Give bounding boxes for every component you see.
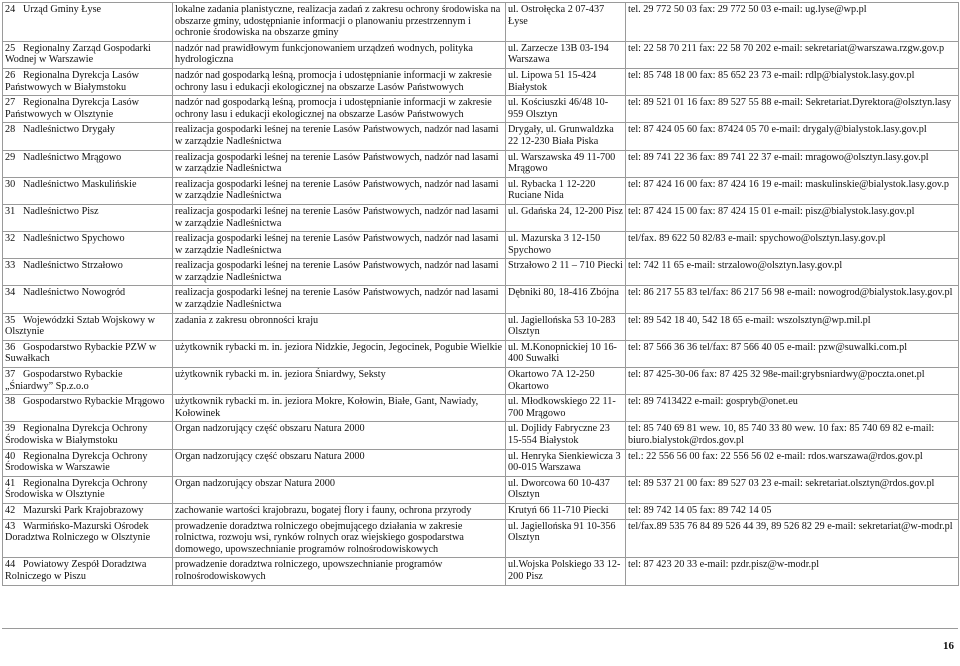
page-footer [2,628,958,665]
address: Krutyń 66 11-710 Piecki [506,503,626,519]
contact-info: tel: 89 741 22 36 fax: 89 741 22 37 e-mail: mragowo@olsztyn.lasy.gov.pl [626,150,959,177]
address: ul. Warszawska 49 11-700 Mrągowo [506,150,626,177]
table-row [3,232,959,259]
table-row [3,395,959,422]
row-number: 28 [5,124,16,136]
institution-cell [3,519,173,558]
task-description: realizacja gospodarki leśnej na terenie Lasów Państwowych, nadzór nad lasami w zarządzie Nadleśnictwa [173,150,506,177]
table-row [3,3,959,42]
table-row [3,96,959,123]
address: ul. Kościuszki 46/48 10-959 Olsztyn [506,96,626,123]
table-row [3,150,959,177]
address: ul. Jagiellońska 53 10-283 Olsztyn [506,313,626,340]
table-row [3,368,959,395]
task-description: prowadzenie doradztwa rolniczego, upowszechnianie programów rolnośrodowiskowych [173,558,506,585]
institution-name: Regionalna Dyrekcja Lasów Państwowych w Białymstoku [5,69,139,93]
institution-name: Nadleśnictwo Maskulińskie [23,178,137,190]
row-number: 40 [5,450,16,462]
address: ul. Ostrołęcka 2 07-437 Łyse [506,3,626,42]
institution-cell [3,286,173,313]
row-number: 37 [5,369,16,381]
contact-info: tel/fax. 89 622 50 82/83 e-mail: spychowo@olsztyn.lasy.gov.pl [626,232,959,259]
institution-cell [3,259,173,286]
institution-name: Powiatowy Zespół Doradztwa Rolniczego w Piszu [5,559,147,582]
table-row [3,204,959,231]
institution-name: Gospodarstwo Rybackie PZW w Suwałkach [5,341,157,365]
contact-info: tel: 89 742 14 05 fax: 89 742 14 05 [626,503,959,519]
task-description: realizacja gospodarki leśnej na terenie Lasów Państwowych, nadzór nad lasami w zarządzie Nadleśnictwa [173,204,506,231]
row-number: 39 [5,423,16,435]
address: ul. Dojlidy Fabryczne 23 15-554 Białystok [506,422,626,449]
row-number: 30 [5,178,16,190]
table-row [3,519,959,558]
institution-name: Nadleśnictwo Nowogród [23,287,126,299]
address: ul. Rybacka 1 12-220 Ruciane Nida [506,177,626,204]
institution-name: Wojewódzki Sztab Wojskowy w Olsztynie [5,314,156,338]
address: ul. Mazurska 3 12-150 Spychowo [506,232,626,259]
row-number: 42 [5,504,16,516]
address: ul. M.Konopnickiej 10 16-400 Suwałki [506,340,626,367]
task-description: użytkownik rybacki m. in. jeziora Nidzkie, Jegocin, Jegocinek, Pogubie Wielkie [173,340,506,367]
contact-info: tel: 87 424 15 00 fax: 87 424 15 01 e-mail: pisz@bialystok.lasy.gov.pl [626,204,959,231]
table-row [3,68,959,95]
row-number: 26 [5,69,16,81]
task-description: zadania z zakresu obronności kraju [173,313,506,340]
institution-cell [3,123,173,150]
task-description: lokalne zadania planistyczne, realizacja zadań z zakresu ochrony środowiska na obszarze gminy, udostępnianie informacji o planowaniu przestrzennym i ochronie środowiska na obszarze gminy [173,3,506,42]
table-row [3,177,959,204]
table-row [3,449,959,476]
task-description: realizacja gospodarki leśnej na terenie Lasów Państwowych, nadzór nad lasami w zarządzie Nadleśnictwa [173,232,506,259]
address: Drygały, ul. Grunwaldzka 22 12-230 Biała Piska [506,123,626,150]
institution-cell [3,395,173,422]
institution-name: Regionalny Zarząd Gospodarki Wodnej w Warszawie [5,42,151,66]
row-number: 31 [5,205,16,217]
contact-info: tel: 87 423 20 33 e-mail: pzdr.pisz@w-modr.pl [626,558,959,585]
task-description: realizacja gospodarki leśnej na terenie Lasów Państwowych, nadzór nad lasami w zarządzie Nadleśnictwa [173,259,506,286]
table-row [3,422,959,449]
table-row [3,340,959,367]
table-row [3,123,959,150]
contact-info: tel: 89 521 01 16 fax: 89 527 55 88 e-mail: Sekretariat.Dyrektora@olsztyn.lasy [626,96,959,123]
row-number: 32 [5,233,16,245]
institution-name: Urząd Gminy Łyse [23,4,102,15]
address: Strzałowo 2 11 – 710 Piecki [506,259,626,286]
institution-name: Mazurski Park Krajobrazowy [23,504,144,516]
institution-cell [3,340,173,367]
task-description: nadzór nad prawidłowym funkcjonowaniem urządzeń wodnych, polityka hydrologiczna [173,41,506,68]
table-row [3,259,959,286]
institution-cell [3,150,173,177]
task-description: zachowanie wartości krajobrazu, bogatej flory i fauny, ochrona przyrody [173,503,506,519]
institution-cell [3,558,173,585]
row-number: 41 [5,477,16,489]
institution-name: Regionalna Dyrekcja Ochrony Środowiska w Olsztynie [5,477,148,501]
institution-cell [3,96,173,123]
page-number: 16 [943,640,954,652]
contact-info: tel: 87 425-30-06 fax: 87 425 32 98e-mail:grybsniardwy@poczta.onet.pl [626,368,959,395]
institution-name: Regionalna Dyrekcja Ochrony Środowiska w Warszawie [5,450,148,474]
table-row [3,558,959,585]
contact-info: tel: 87 566 36 36 tel/fax: 87 566 40 05 e-mail: pzw@suwalki.com.pl [626,340,959,367]
address: ul. Jagiellońska 91 10-356 Olsztyn [506,519,626,558]
row-number: 44 [5,559,16,571]
task-description: realizacja gospodarki leśnej na terenie Lasów Państwowych, nadzór nad lasami w zarządzie Nadleśnictwa [173,177,506,204]
table-row [3,503,959,519]
row-number: 27 [5,97,16,109]
institution-name: Warmińsko-Mazurski Ośrodek Doradztwa Rolniczego w Olsztynie [5,520,151,544]
task-description: Organ nadzorujący część obszaru Natura 2000 [173,449,506,476]
task-description: realizacja gospodarki leśnej na terenie Lasów Państwowych, nadzór nad lasami w zarządzie Nadleśnictwa [173,123,506,150]
institution-name: Nadleśnictwo Mrągowo [23,151,122,163]
row-number: 34 [5,287,16,299]
institution-cell [3,422,173,449]
institution-cell [3,503,173,519]
institutions-table [2,2,959,586]
row-number: 35 [5,314,16,326]
institution-name: Nadleśnictwo Pisz [23,205,99,217]
institution-cell [3,177,173,204]
table-body [3,3,959,586]
row-number: 25 [5,42,16,54]
contact-info: tel/fax.89 535 76 84 89 526 44 39, 89 526 82 29 e-mail: sekretariat@w-modr.pl [626,519,959,558]
institution-name: Regionalna Dyrekcja Lasów Państwowych w Olsztynie [5,97,139,120]
institution-cell [3,3,173,42]
institution-cell [3,68,173,95]
institution-cell [3,313,173,340]
contact-info: tel: 85 740 69 81 wew. 10, 85 740 33 80 wew. 10 fax: 85 740 69 82 e-mail: biuro.bialystok@rdos.gov.pl [626,422,959,449]
table-row [3,313,959,340]
row-number: 43 [5,520,16,532]
task-description: użytkownik rybacki m. in. jeziora Mokre, Kołowin, Białe, Gant, Nawiady, Kołowinek [173,395,506,422]
institution-cell [3,476,173,503]
task-description: prowadzenie doradztwa rolniczego obejmującego działania w zakresie rolnictwa, rozwoju wsi, rynków rolnych oraz wiejskiego gospodarstwa domowego, upowszechnianie programów rolnośrodowiskowych [173,519,506,558]
institution-name: Regionalna Dyrekcja Ochrony Środowiska w Białymstoku [5,423,148,446]
contact-info: tel.: 22 556 56 00 fax: 22 556 56 02 e-mail: rdos.warszawa@rdos.gov.pl [626,449,959,476]
address: Okartowo 7A 12-250 Okartowo [506,368,626,395]
contact-info: tel: 86 217 55 83 tel/fax: 86 217 56 98 e-mail: nowogrod@bialystok.lasy.gov.pl [626,286,959,313]
institution-cell [3,368,173,395]
contact-info: tel: 89 7413422 e-mail: gospryb@onet.eu [626,395,959,422]
task-description: nadzór nad gospodarką leśną, promocja i udostępnianie informacji w zakresie ochrony lasu i edukacji ekologicznej na obszarze Lasów Państwowych [173,68,506,95]
task-description: Organ nadzorujący obszar Natura 2000 [173,476,506,503]
contact-info: tel: 87 424 16 00 fax: 87 424 16 19 e-mail: maskulinskie@bialystok.lasy.gov.p [626,177,959,204]
contact-info: tel: 89 542 18 40, 542 18 65 e-mail: wszolsztyn@wp.mil.pl [626,313,959,340]
institution-cell [3,41,173,68]
row-number: 38 [5,396,16,408]
institution-cell [3,232,173,259]
institution-cell [3,204,173,231]
row-number: 33 [5,260,16,272]
contact-info: tel: 85 748 18 00 fax: 85 652 23 73 e-mail: rdlp@bialystok.lasy.gov.pl [626,68,959,95]
address: ul. Henryka Sienkiewicza 3 00-015 Warszawa [506,449,626,476]
table-row [3,41,959,68]
task-description: użytkownik rybacki m. in. jeziora Śniardwy, Seksty [173,368,506,395]
row-number: 24 [5,4,16,15]
address: ul. Młodkowskiego 22 11-700 Mrągowo [506,395,626,422]
address: ul. Dworcowa 60 10-437 Olsztyn [506,476,626,503]
address: Dębniki 80, 18-416 Zbójna [506,286,626,313]
institution-name: Nadleśnictwo Spychowo [23,233,125,245]
address: ul. Zarzecze 13B 03-194 Warszawa [506,41,626,68]
contact-info: tel: 22 58 70 211 fax: 22 58 70 202 e-mail: sekretariat@warszawa.rzgw.gov.p [626,41,959,68]
institution-cell [3,449,173,476]
address: ul. Gdańska 24, 12-200 Pisz [506,204,626,231]
institution-name: Nadleśnictwo Strzałowo [23,260,123,272]
task-description: nadzór nad gospodarką leśną, promocja i udostępnianie informacji w zakresie ochrony lasu i edukacji ekologicznej na obszarze Lasów Państwowych [173,96,506,123]
contact-info: tel: 87 424 05 60 fax: 87424 05 70 e-mail: drygaly@bialystok.lasy.gov.pl [626,123,959,150]
row-number: 29 [5,151,16,163]
address: ul.Wojska Polskiego 33 12-200 Pisz [506,558,626,585]
institution-name: Nadleśnictwo Drygały [23,124,115,136]
task-description: Organ nadzorujący część obszaru Natura 2000 [173,422,506,449]
row-number: 36 [5,341,16,353]
institution-name: Gospodarstwo Rybackie „Śniardwy” Sp.z.o.o [5,369,123,392]
task-description: realizacja gospodarki leśnej na terenie Lasów Państwowych, nadzór nad lasami w zarządzie Nadleśnictwa [173,286,506,313]
table-row [3,476,959,503]
contact-info: tel: 89 537 21 00 fax: 89 527 03 23 e-mail: sekretariat.olsztyn@rdos.gov.pl [626,476,959,503]
table-row [3,286,959,313]
address: ul. Lipowa 51 15-424 Białystok [506,68,626,95]
contact-info: tel. 29 772 50 03 fax: 29 772 50 03 e-mail: ug.lyse@wp.pl [626,3,959,42]
contact-info: tel: 742 11 65 e-mail: strzalowo@olsztyn.lasy.gov.pl [626,259,959,286]
institution-name: Gospodarstwo Rybackie Mrągowo [23,396,165,408]
